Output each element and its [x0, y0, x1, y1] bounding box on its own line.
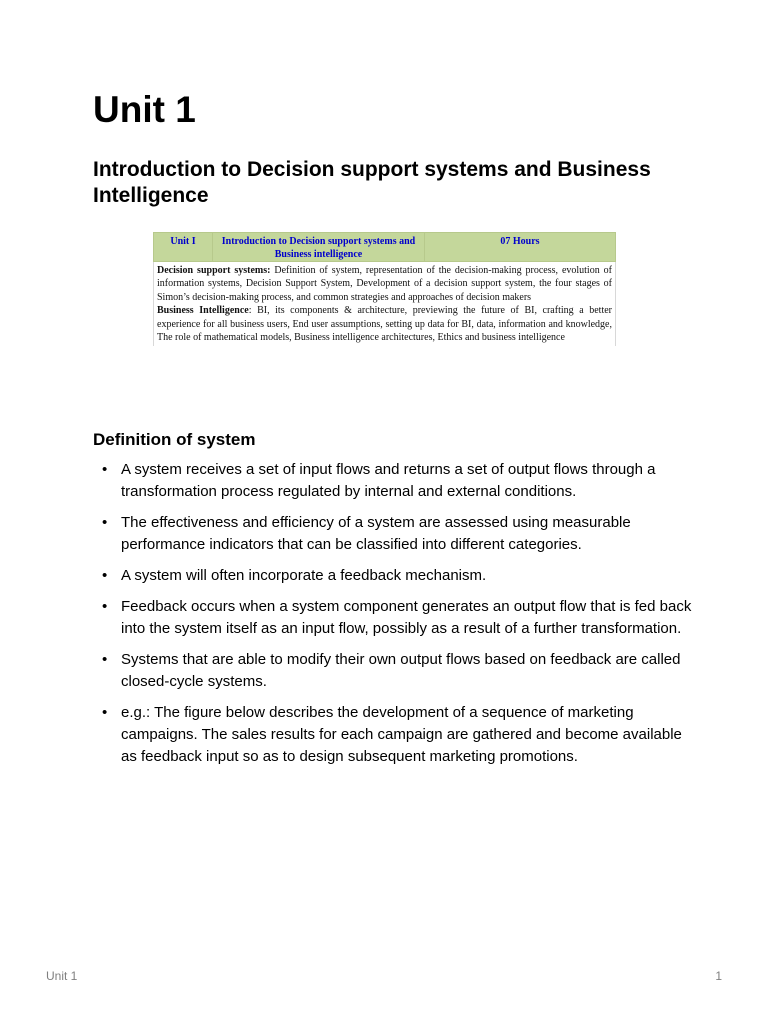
- syllabus-dss-text: Definition of system, representation of the decision-making process, evolution of information systems, Decision Support System, Development of a decision support system, the four stages of Simon’s decision-making process, and common strategies and approaches of decision makers: [157, 265, 612, 303]
- section-heading: Definition of system: [93, 430, 256, 449]
- list-item: [93, 649, 693, 693]
- bullet-icon: •: [102, 461, 108, 478]
- list-item: [93, 512, 693, 556]
- bullet-list: [93, 459, 693, 777]
- syllabus-header-row: [154, 233, 616, 262]
- list-item: [93, 702, 693, 768]
- list-item-text: e.g.: The figure below describes the development of a sequence of marketing campaigns. The sales results for each campaign are gathered and become available as feedback input so as to design subsequent marketing promotions.: [121, 704, 682, 765]
- syllabus-content-cell: [154, 262, 616, 347]
- list-item: [93, 596, 693, 640]
- list-item-text: A system will often incorporate a feedback mechanism.: [121, 567, 487, 584]
- chapter-title: Introduction to Decision support systems and Business Intelligence: [93, 158, 651, 207]
- list-item-text: A system receives a set of input flows and returns a set of output flows through a transformation process regulated by internal and external conditions.: [121, 461, 656, 500]
- syllabus-topic-cell: Introduction to Decision support systems and Business intelligence: [213, 233, 425, 262]
- syllabus-content-row: [154, 262, 616, 347]
- bullet-icon: •: [102, 598, 108, 615]
- bullet-icon: •: [102, 651, 108, 668]
- list-item-text: Systems that are able to modify their own output flows based on feedback are called closed-cycle systems.: [121, 651, 681, 690]
- syllabus-hours-cell: 07 Hours: [425, 233, 616, 262]
- footer-unit-label: Unit 1: [46, 969, 78, 983]
- list-item-text: The effectiveness and efficiency of a system are assessed using measurable performance indicators that can be classified into different categories.: [121, 514, 631, 553]
- syllabus-unit-cell: Unit I: [154, 233, 213, 262]
- syllabus-table: [153, 232, 616, 346]
- syllabus-dss-label: Decision support systems:: [157, 265, 271, 276]
- syllabus-bi-text: : BI, its components & architecture, previewing the future of BI, crafting a better experience for all business users, End user assumptions, setting up data for BI, data, information and knowledge, The role of mathematical models, Business intelligence architectures, Ethics and business intelligence: [157, 305, 612, 344]
- list-item: [93, 565, 693, 587]
- syllabus-dss-paragraph: [157, 264, 612, 304]
- bullet-icon: •: [102, 567, 108, 584]
- unit-title: Unit 1: [93, 89, 196, 130]
- syllabus-bi-paragraph: [157, 304, 612, 344]
- bullet-icon: •: [102, 704, 108, 721]
- footer-page-number: 1: [715, 969, 722, 983]
- list-item-text: Feedback occurs when a system component generates an output flow that is fed back into the system itself as an input flow, possibly as a result of a further transformation.: [121, 598, 692, 637]
- bullet-icon: •: [102, 514, 108, 531]
- list-item: [93, 459, 693, 503]
- syllabus-bi-label: Business Intelligence: [157, 305, 249, 317]
